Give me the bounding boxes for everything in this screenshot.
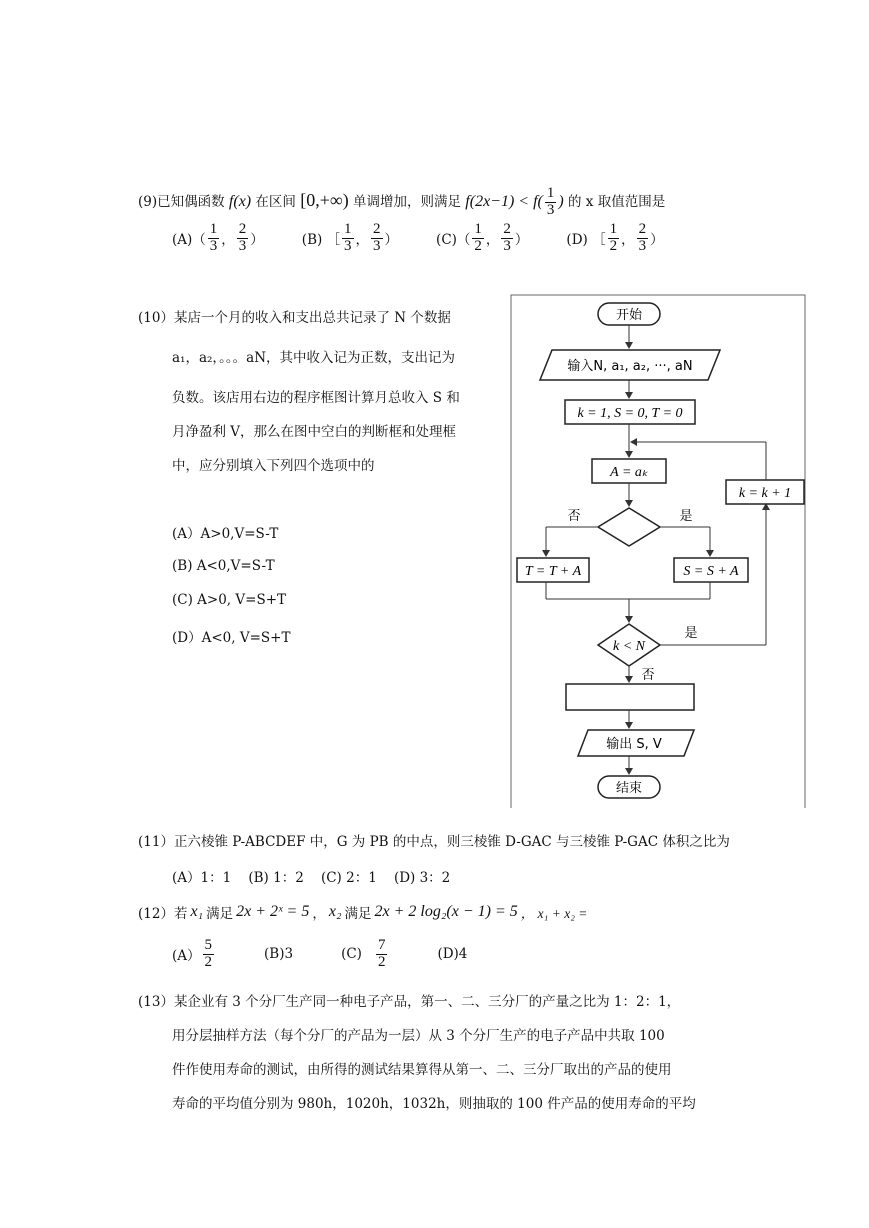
q12-option-d: (D)4 bbox=[437, 946, 468, 963]
flow-start-label: 开始 bbox=[615, 308, 643, 323]
flow-assign-label: A = aₖ bbox=[610, 465, 648, 480]
flow-blank-process bbox=[566, 684, 694, 710]
flow-output-label: 输出 S, V bbox=[606, 737, 662, 752]
flow-yes-label: 是 bbox=[679, 509, 693, 524]
q10-line-2: a₁，a₂，。。。aN，其中收入记为正数，支出记为 bbox=[172, 350, 456, 366]
q12-options bbox=[172, 938, 467, 971]
q10-option-a: (A）A>0,V=S-T bbox=[172, 526, 279, 542]
q9-options bbox=[172, 222, 664, 255]
q10-line-4: 月净盈利 V，那么在图中空白的判断框和处理框 bbox=[172, 424, 457, 440]
q13-line-4: 寿命的平均值分别为 980h，1020h，1032h，则抽取的 100 件产品的使用寿命的平均 bbox=[172, 1096, 696, 1112]
q10-option-c: (C) A>0, V=S+T bbox=[172, 592, 287, 608]
q10-line-3: 负数。该店用右边的程序框图计算月总收入 S 和 bbox=[172, 390, 460, 406]
q9-interval: [0,+∞) bbox=[300, 189, 349, 210]
q10-line-1: (10）某店一个月的收入和支出总共记录了 N 个数据 bbox=[138, 310, 451, 326]
flow-increment-label: k = k + 1 bbox=[738, 486, 792, 501]
q12-stem: (12）若 x₁ 满足 2x + 2ˣ = 5 ， x₂ 满足 2x + 2 log₂(x − 1) = 5 ， x₁ + x₂ = bbox=[138, 903, 588, 922]
q10-line-5: 中，应分别填入下列四个选项中的 bbox=[172, 458, 375, 474]
q12-option-c: (C) $\frac{7}{2}$ bbox=[341, 937, 386, 970]
q12-equation-1: 2x + 2ˣ = 5 bbox=[236, 903, 310, 920]
flow-right-proc-label: S = S + A bbox=[683, 564, 739, 579]
flow-no-label: 否 bbox=[567, 509, 581, 524]
q12-option-b: (B)3 bbox=[264, 946, 294, 963]
q9-option-a: (A)（ $\frac{1}{3}$ ， $\frac{2}{3}$ ） bbox=[172, 221, 264, 254]
q9-number: (9) bbox=[138, 193, 158, 210]
q12-equation-2: 2x + 2 log₂(x − 1) = 5 bbox=[374, 903, 518, 920]
q13-line-2: 用分层抽样方法（每个分厂的产品为一层）从 3 个分厂生产的电子产品中共取 100 bbox=[172, 1028, 665, 1044]
q10-option-d: (D）A<0, V=S+T bbox=[172, 630, 291, 646]
q9-option-c: (C)（ $\frac{1}{2}$ ， $\frac{2}{3}$ ） bbox=[436, 221, 529, 254]
flow-left-proc-label: T = T + A bbox=[524, 564, 582, 579]
q12-option-a: (A） $\frac{5}{2}$ bbox=[172, 937, 213, 970]
flow-loop-yes-label: 是 bbox=[684, 626, 698, 641]
q9-fraction: $\frac{1}{3}$ bbox=[546, 185, 555, 218]
q13-line-1: (13）某企业有 3 个分厂生产同一种电子产品，第一、二、三分厂的产量之比为 1：2：1， bbox=[138, 994, 681, 1010]
q13-line-3: 件作使用寿命的测试，由所得的测试结果算得从第一、二、三分厂取出的产品的使用 bbox=[172, 1062, 672, 1078]
flowchart bbox=[510, 294, 806, 808]
flow-init-label: k = 1, S = 0, T = 0 bbox=[577, 406, 683, 421]
flow-decision-blank bbox=[598, 508, 660, 546]
q11-stem: (11）正六棱锥 P-ABCDEF 中，G 为 PB 的中点，则三棱锥 D-GAC 与三棱锥 P-GAC 体积之比为 bbox=[138, 834, 730, 850]
flow-loop-cond-label: k < N bbox=[613, 639, 645, 654]
flow-end-label: 结束 bbox=[615, 781, 643, 796]
q9-fx: f(x) bbox=[228, 192, 252, 210]
flow-loop-no-label: 否 bbox=[641, 668, 655, 683]
q9-option-d: (D) ［ $\frac{1}{2}$ ， $\frac{2}{3}$ ） bbox=[566, 221, 664, 254]
q11-options: (A）1：1 (B) 1：2 (C) 2：1 (D) 3：2 bbox=[172, 870, 451, 886]
flow-input-label: 输入N, a₁, a₂, ···, aN bbox=[567, 359, 693, 374]
q9-stem: (9)已知偶函数 f(x) 在区间 [0,+∞) 单调增加，则满足 f(2x−1) < f( $\frac{1}{3}$ ) 的 x 取值范围是 bbox=[138, 185, 666, 218]
q9-inequality: f(2x−1) < f( bbox=[465, 192, 543, 210]
q9-option-b: (B) ［ $\frac{1}{3}$ ， $\frac{2}{3}$ ） bbox=[301, 221, 399, 254]
q10-option-b: (B) A<0,V=S-T bbox=[172, 558, 275, 574]
